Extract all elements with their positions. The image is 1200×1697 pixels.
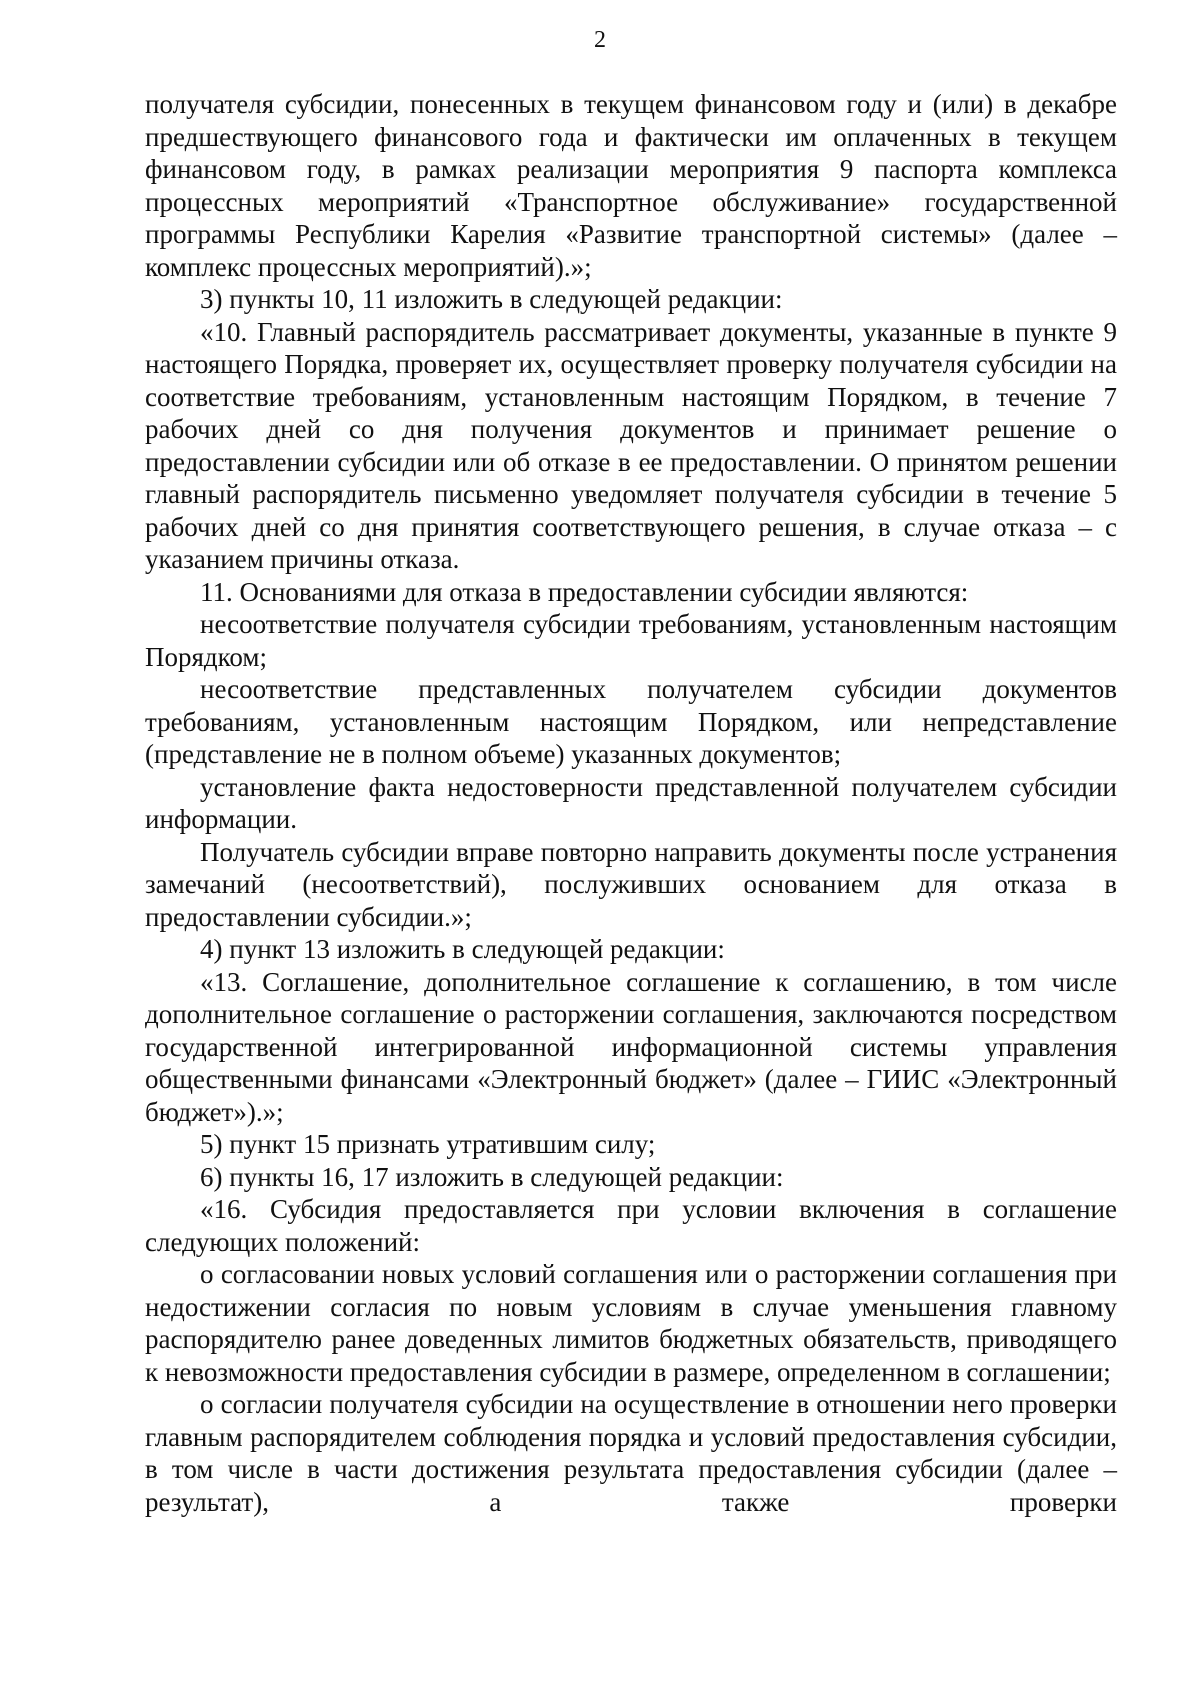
page-number: 2 — [594, 27, 606, 53]
paragraph-point-10: «10. Главный распорядитель рассматривает документы, указанные в пункте 9 настоящего Порядка, проверяет их, осуществляет проверку получателя субсидии на соответствие требованиям, установленным настоящим Порядком, в течение 7 рабочих дней со дня получения документов и принимает решение о предоставлении субсидии или об отказе в ее предоставлении. О принятом решении главный распорядитель письменно уведомляет получателя субсидии в течение 5 рабочих дней со дня принятия соответствующего решения, в случае отказа – с указанием причины отказа. — [145, 316, 1117, 574]
document-body — [145, 88, 1117, 1518]
paragraph-ground-2: несоответствие представленных получателем субсидии документов требованиям, установленным настоящим Порядком, или непредставление (представление не в полном объеме) указанных документов; — [145, 674, 1117, 769]
paragraph-ground-3: установление факта недостоверности представленной получателем субсидии информации. — [145, 771, 1117, 834]
paragraph-item-5: 5) пункт 15 признать утратившим силу; — [200, 1129, 656, 1159]
paragraph-point-11: 11. Основаниями для отказа в предоставлении субсидии являются: — [200, 576, 969, 607]
paragraph-continuation: получателя субсидии, понесенных в текущем финансовом году и (или) в декабре предшествующего финансового года и фактически им оплаченных в текущем финансовом году, в рамках реализации мероприятия 9 паспорта комплекса процессных мероприятий «Транспортное обслуживание» государственной программы Республики Карелия «Развитие транспортной системы» (далее – комплекс процессных мероприятий).»; — [145, 89, 1117, 282]
paragraph-ground-1: несоответствие получателя субсидии требованиям, установленным настоящим Порядком; — [145, 609, 1117, 672]
paragraph-item-6: 6) пункты 16, 17 изложить в следующей редакции: — [200, 1161, 784, 1192]
paragraph-item-3: 3) пункты 10, 11 изложить в следующей редакции: — [200, 284, 783, 314]
paragraph-point-13: «13. Соглашение, дополнительное соглашение к соглашению, в том числе дополнительное соглашение о расторжении соглашения, заключаются посредством государственной интегрированной информационной системы управления общественными финансами «Электронный бюджет» (далее – ГИИС «Электронный бюджет»).»; — [145, 966, 1117, 1127]
paragraph-provision-1: о согласовании новых условий соглашения или о расторжении соглашения при недостижении согласия по новым условиям в случае уменьшения главному распорядителю ранее доведенных лимитов бюджетных обязательств, приводящего к невозможности предоставления субсидии в размере, определенном в соглашении; — [145, 1259, 1117, 1387]
paragraph-item-4: 4) пункт 13 изложить в следующей редакции: — [200, 934, 725, 964]
paragraph-provision-2: о согласии получателя субсидии на осуществление в отношении него проверки главным распорядителем соблюдения порядка и условий предоставления субсидии, в том числе в части достижения результата предоставления субсидии (далее – результат), а также проверки — [145, 1389, 1117, 1517]
paragraph-resubmission: Получатель субсидии вправе повторно направить документы после устранения замечаний (несоответствий), послуживших основанием для отказа в предоставлении субсидии.»; — [145, 836, 1117, 932]
paragraph-point-16: «16. Субсидия предоставляется при условии включения в соглашение следующих положений: — [145, 1194, 1117, 1257]
